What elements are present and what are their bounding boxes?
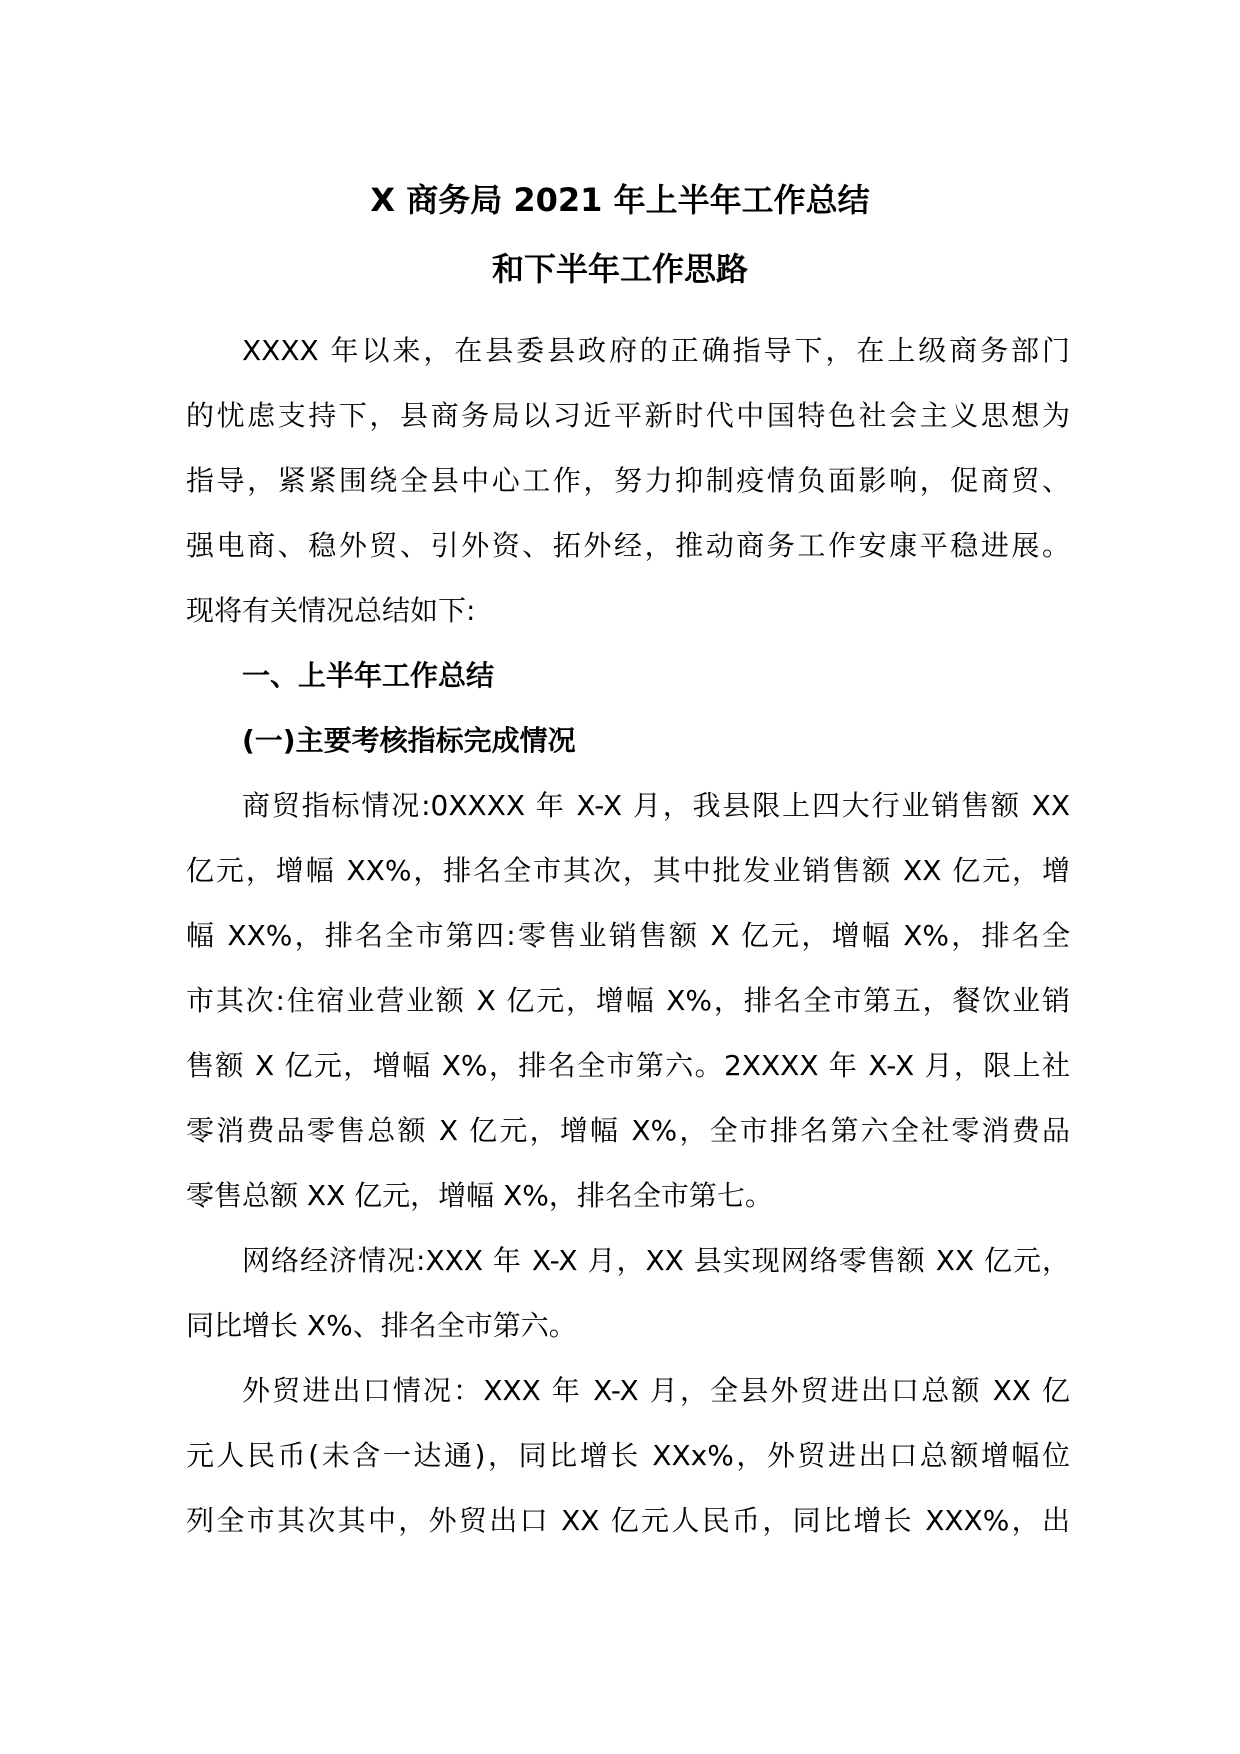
text-line: 零售总额 XX 亿元，增幅 X%，排名全市第七。 bbox=[186, 1179, 773, 1212]
text-line: 市其次:住宿业营业额 X 亿元，增幅 X%，排名全市第五，餐饮业销 bbox=[186, 984, 1070, 1017]
text-line: 商贸指标情况:0XXXX 年 X-X 月，我县限上四大行业销售额 XX bbox=[242, 789, 1070, 822]
text-line: 售额 X 亿元，增幅 X%，排名全市第六。2XXXX 年 X-X 月，限上社 bbox=[186, 1049, 1070, 1082]
text-line: XXXX 年以来，在县委县政府的正确指导下，在上级商务部门 bbox=[242, 334, 1070, 367]
document-title-line-2: 和下半年工作思路 bbox=[491, 250, 748, 288]
online-economy-paragraph bbox=[186, 1228, 1070, 1358]
document-title-line-1: X 商务局 2021 年上半年工作总结 bbox=[370, 181, 870, 219]
text-line: 强电商、稳外贸、引外资、拓外经，推动商务工作安康平稳进展。 bbox=[186, 529, 1070, 562]
text-line: 外贸进出口情况：XXX 年 X-X 月，全县外贸进出口总额 XX 亿 bbox=[242, 1374, 1070, 1407]
trade-indicators-paragraph bbox=[186, 773, 1070, 1228]
text-line: 幅 XX%，排名全市第四:零售业销售额 X 亿元，增幅 X%，排名全 bbox=[186, 919, 1070, 952]
text-line: 网络经济情况:XXX 年 X-X 月，XX 县实现网络零售额 XX 亿元， bbox=[242, 1244, 1070, 1277]
text-line: 现将有关情况总结如下: bbox=[186, 594, 476, 627]
text-line: 的忧虑支持下，县商务局以习近平新时代中国特色社会主义思想为 bbox=[186, 399, 1070, 432]
text-line: 元人民币(未含一达通)，同比增长 XXx%，外贸进出口总额增幅位 bbox=[186, 1439, 1070, 1472]
intro-paragraph bbox=[186, 318, 1070, 643]
text-line: 同比增长 X%、排名全市第六。 bbox=[186, 1309, 577, 1342]
document-body bbox=[186, 318, 1070, 1553]
text-line: 指导，紧紧围绕全县中心工作，努力抑制疫情负面影响，促商贸、 bbox=[186, 464, 1070, 497]
text-line: 列全市其次其中，外贸出口 XX 亿元人民币，同比增长 XXX%，出 bbox=[186, 1504, 1070, 1537]
foreign-trade-paragraph bbox=[186, 1358, 1070, 1553]
text-line: 零消费品零售总额 X 亿元，增幅 X%，全市排名第六全社零消费品 bbox=[186, 1114, 1070, 1147]
subsection-heading: (一)主要考核指标完成情况 bbox=[242, 724, 576, 757]
text-line: 亿元，增幅 XX%，排名全市其次，其中批发业销售额 XX 亿元，增 bbox=[186, 854, 1070, 887]
section-heading: 一、上半年工作总结 bbox=[242, 659, 495, 692]
